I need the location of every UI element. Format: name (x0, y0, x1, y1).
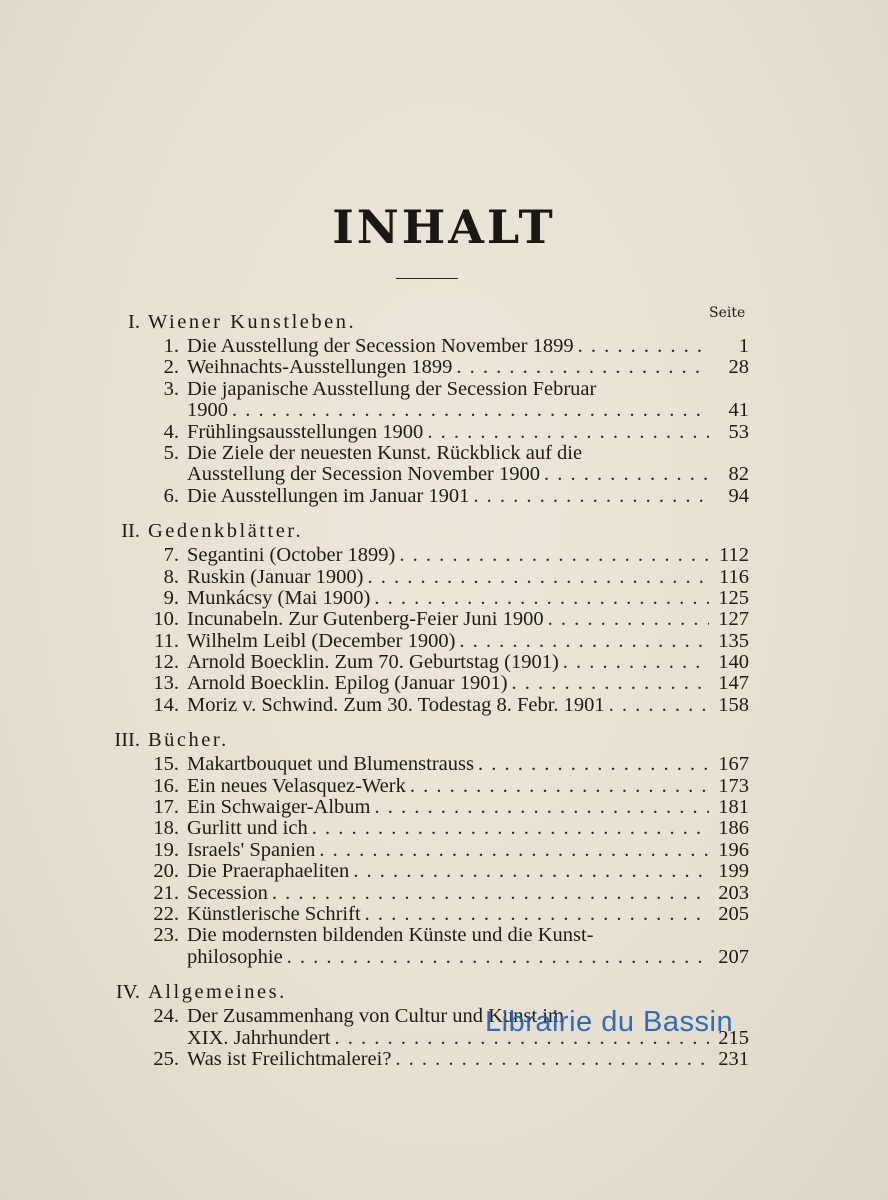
entry-title-text: Ruskin (Januar 1900) (187, 565, 364, 588)
dot-leader (406, 776, 709, 797)
entry-title-text: Wilhelm Leibl (December 1900) (187, 629, 456, 652)
entry-title-text: Die Praeraphaeliten (187, 860, 350, 883)
entry-title (187, 840, 709, 861)
dot-leader (540, 464, 709, 485)
title-divider (396, 278, 458, 279)
dot-leader (508, 673, 709, 694)
toc-entry (0, 904, 888, 925)
entry-title (187, 588, 709, 609)
toc-entry (0, 486, 888, 507)
entry-title-line (187, 609, 709, 630)
entry-title (187, 776, 709, 797)
entry-title-text: XIX. Jahrhundert (187, 1026, 331, 1049)
dot-leader (559, 652, 709, 673)
entry-number: 3. (163, 377, 179, 400)
entry-page-number: 147 (718, 672, 749, 695)
dot-leader (315, 840, 709, 861)
entry-title-text: Weihnachts-Ausstellungen 1899 (187, 356, 453, 379)
section-title: Wiener Kunstleben. (148, 311, 357, 333)
entry-title-line (187, 861, 709, 882)
entry-title (187, 818, 709, 839)
entry-title-text: philosophie (187, 945, 283, 968)
dot-leader (283, 947, 709, 968)
entry-title-text: Die Ausstellung der Secession November 1899 (187, 335, 574, 357)
entry-number: 11. (154, 629, 179, 652)
dot-leader (455, 631, 709, 652)
entry-page-number: 186 (718, 817, 749, 840)
entry-title-line (187, 336, 709, 357)
entry-title-line (187, 486, 709, 507)
entry-number: 24. (153, 1005, 179, 1028)
entry-title-text: Frühlingsausstellungen 1900 (187, 420, 424, 443)
entry-title (187, 797, 709, 818)
entry-title (187, 754, 709, 775)
entry-page-number: 181 (718, 796, 749, 819)
toc-entry (0, 883, 888, 904)
entry-title-line (187, 443, 709, 464)
entry-title-text: 1900 (187, 399, 228, 422)
entry-title-line (187, 925, 709, 946)
table-of-contents (0, 308, 888, 1070)
toc-entry (0, 1049, 888, 1070)
dot-leader (268, 883, 709, 904)
entry-title-line (187, 695, 709, 716)
entry-title-text: Israels' Spanien (187, 838, 316, 861)
entry-title-line (187, 567, 709, 588)
dot-leader (308, 818, 709, 839)
entry-title (187, 1049, 709, 1070)
dot-leader (364, 567, 709, 588)
toc-section-heading (0, 308, 888, 336)
entry-number: 7. (163, 544, 179, 567)
entry-title (187, 631, 709, 652)
entry-title (187, 673, 709, 694)
entry-title (187, 652, 709, 673)
section-gap (0, 968, 888, 978)
entry-number: 9. (163, 586, 179, 609)
entry-title (187, 545, 709, 566)
entry-title-text: Die modernsten bildenden Künste und die Kunst- (187, 924, 594, 947)
entry-title-line (187, 652, 709, 673)
entry-page-number: 116 (719, 565, 749, 588)
dot-leader (469, 486, 709, 507)
entry-title (187, 695, 709, 716)
entry-page-number: 231 (718, 1047, 749, 1070)
toc-entry (0, 652, 888, 673)
entry-page-number: 158 (718, 693, 749, 716)
dot-leader (605, 695, 709, 716)
entry-title-text: Arnold Boecklin. Zum 70. Geburtstag (1901) (187, 651, 559, 674)
entry-number: 13. (153, 672, 179, 695)
entry-title (187, 861, 709, 882)
entry-number: 12. (153, 651, 179, 674)
entry-number: 5. (163, 441, 179, 464)
toc-entry (0, 609, 888, 630)
entry-title-line (187, 545, 709, 566)
entry-page-number: 135 (718, 629, 749, 652)
entry-number: 15. (153, 753, 179, 776)
entry-number: 10. (153, 608, 179, 631)
entry-title-line (187, 776, 709, 797)
entry-number: 14. (153, 693, 179, 716)
entry-title-line (187, 357, 709, 378)
entry-title-text: Künstlerische Schrift (187, 902, 361, 925)
entry-number: 19. (153, 838, 179, 861)
entry-number: 6. (163, 484, 179, 507)
entry-title-text: Die Ziele der neuesten Kunst. Rückblick auf die (187, 441, 583, 464)
entry-title (187, 422, 709, 443)
dot-leader (349, 861, 709, 882)
entry-title-text: Secession (187, 881, 268, 904)
entry-page-number: 82 (728, 463, 749, 486)
entry-page-number: 215 (718, 1026, 749, 1049)
entry-page-number: 205 (718, 902, 749, 925)
toc-entry (0, 1006, 888, 1049)
dot-leader (370, 588, 709, 609)
entry-page-number: 140 (718, 651, 749, 674)
dot-leader (574, 336, 709, 357)
dot-leader (423, 422, 709, 443)
entry-number: 23. (153, 924, 179, 947)
toc-entry (0, 925, 888, 968)
section-title: Allgemeines. (148, 981, 287, 1004)
entry-number: 22. (153, 902, 179, 925)
entry-title-text: Incunabeln. Zur Gutenberg-Feier Juni 1900 (187, 608, 544, 631)
entry-title-text: Makartbouquet und Blumenstrauss (187, 753, 474, 776)
entry-title-line (187, 797, 709, 818)
entry-title (187, 443, 709, 486)
toc-entry (0, 797, 888, 818)
toc-entry (0, 840, 888, 861)
dot-leader (370, 797, 709, 818)
entry-title (187, 567, 709, 588)
dot-leader (452, 357, 709, 378)
toc-entry (0, 422, 888, 443)
entry-title-line (187, 947, 709, 968)
entry-page-number: 167 (718, 753, 749, 776)
toc-entry (0, 861, 888, 882)
entry-title-text: Was ist Freilichtmalerei? (187, 1047, 392, 1070)
entry-title-text: Munkácsy (Mai 1900) (187, 586, 371, 609)
entry-page-number: 199 (718, 860, 749, 883)
entry-page-number: 41 (728, 399, 749, 422)
entry-title (187, 486, 709, 507)
dot-leader (395, 545, 709, 566)
watermark: Librairie du Bassin (485, 1006, 734, 1038)
toc-entry (0, 443, 888, 486)
entry-page-number: 207 (718, 945, 749, 968)
entry-number: 25. (153, 1047, 179, 1070)
entry-page-number: 203 (718, 881, 749, 904)
entry-title-line (187, 464, 709, 485)
entry-number: 18. (153, 817, 179, 840)
entry-number: 4. (163, 420, 179, 443)
entry-title-line (187, 422, 709, 443)
entry-page-number: 196 (718, 838, 749, 861)
toc-entry (0, 357, 888, 378)
entry-number: 16. (153, 774, 179, 797)
toc-entry (0, 695, 888, 716)
entry-title-text: Ein neues Velasquez-Werk (187, 774, 406, 797)
entry-title-line (187, 883, 709, 904)
entry-title-text: Der Zusammenhang von Cultur und Kunst im (187, 1005, 564, 1028)
page-column-label: Seite (709, 305, 746, 321)
toc-entry (0, 567, 888, 588)
entry-number: 8. (163, 565, 179, 588)
section-title: Bücher. (148, 729, 229, 752)
entry-title (187, 379, 709, 422)
entry-title (187, 904, 709, 925)
entry-number: 20. (153, 860, 179, 883)
entry-title-text: Moriz v. Schwind. Zum 30. Todestag 8. Febr. 1901 (187, 693, 605, 716)
entry-title-text: Ein Schwaiger-Album (187, 796, 371, 819)
entry-title-line (187, 1049, 709, 1070)
entry-page-number: 125 (718, 586, 749, 609)
toc-section-heading (0, 978, 888, 1006)
section-numeral: II. (121, 520, 140, 543)
entry-title (187, 336, 709, 357)
entry-page-number: 53 (728, 420, 749, 443)
toc-entry (0, 379, 888, 422)
toc-entry (0, 336, 888, 357)
dot-leader (361, 904, 709, 925)
entry-title-text: Die Ausstellungen im Januar 1901 (187, 484, 470, 507)
section-gap (0, 507, 888, 517)
section-title: Gedenkblätter. (148, 520, 304, 543)
toc-entry (0, 776, 888, 797)
entry-page-number: 173 (718, 774, 749, 797)
toc-entry (0, 818, 888, 839)
toc-entry (0, 631, 888, 652)
entry-title (187, 883, 709, 904)
entry-title-line (187, 840, 709, 861)
dot-leader (474, 754, 709, 775)
entry-title-line (187, 631, 709, 652)
section-numeral: III. (114, 729, 140, 752)
entry-title-text: Segantini (October 1899) (187, 544, 396, 567)
toc-entry (0, 545, 888, 566)
entry-title-text: Ausstellung der Secession November 1900 (187, 463, 540, 486)
entry-title-text: Gurlitt und ich (187, 817, 308, 840)
entry-title-line (187, 904, 709, 925)
toc-section-heading (0, 726, 888, 754)
entry-page-number: 94 (728, 484, 749, 507)
entry-title-line (187, 379, 709, 400)
toc-entry (0, 754, 888, 775)
entry-title-line (187, 673, 709, 694)
toc-entry (0, 588, 888, 609)
entry-number: 17. (153, 796, 179, 819)
dot-leader (544, 609, 709, 630)
entry-title-line (187, 588, 709, 609)
entry-title-text: Arnold Boecklin. Epilog (Januar 1901) (187, 672, 508, 695)
entry-number: 1. (163, 335, 179, 357)
entry-page-number: 1 (738, 334, 749, 357)
entry-title-line (187, 400, 709, 421)
entry-page-number: 112 (719, 544, 749, 567)
entry-number: 2. (163, 356, 179, 379)
toc-entry (0, 673, 888, 694)
toc-section-heading (0, 517, 888, 545)
page-title: INHALT (332, 200, 556, 254)
entry-title-line (187, 818, 709, 839)
section-numeral: IV. (115, 981, 140, 1004)
section-numeral: I. (128, 311, 140, 333)
entry-page-number: 127 (718, 608, 749, 631)
entry-page-number: 28 (728, 356, 749, 379)
entry-number: 21. (153, 881, 179, 904)
dot-leader (228, 400, 709, 421)
entry-title (187, 925, 709, 968)
entry-title (187, 357, 709, 378)
entry-title-text: Die japanische Ausstellung der Secession Februar (187, 377, 597, 400)
entry-title (187, 609, 709, 630)
section-gap (0, 716, 888, 726)
entry-title-line (187, 754, 709, 775)
dot-leader (391, 1049, 709, 1070)
